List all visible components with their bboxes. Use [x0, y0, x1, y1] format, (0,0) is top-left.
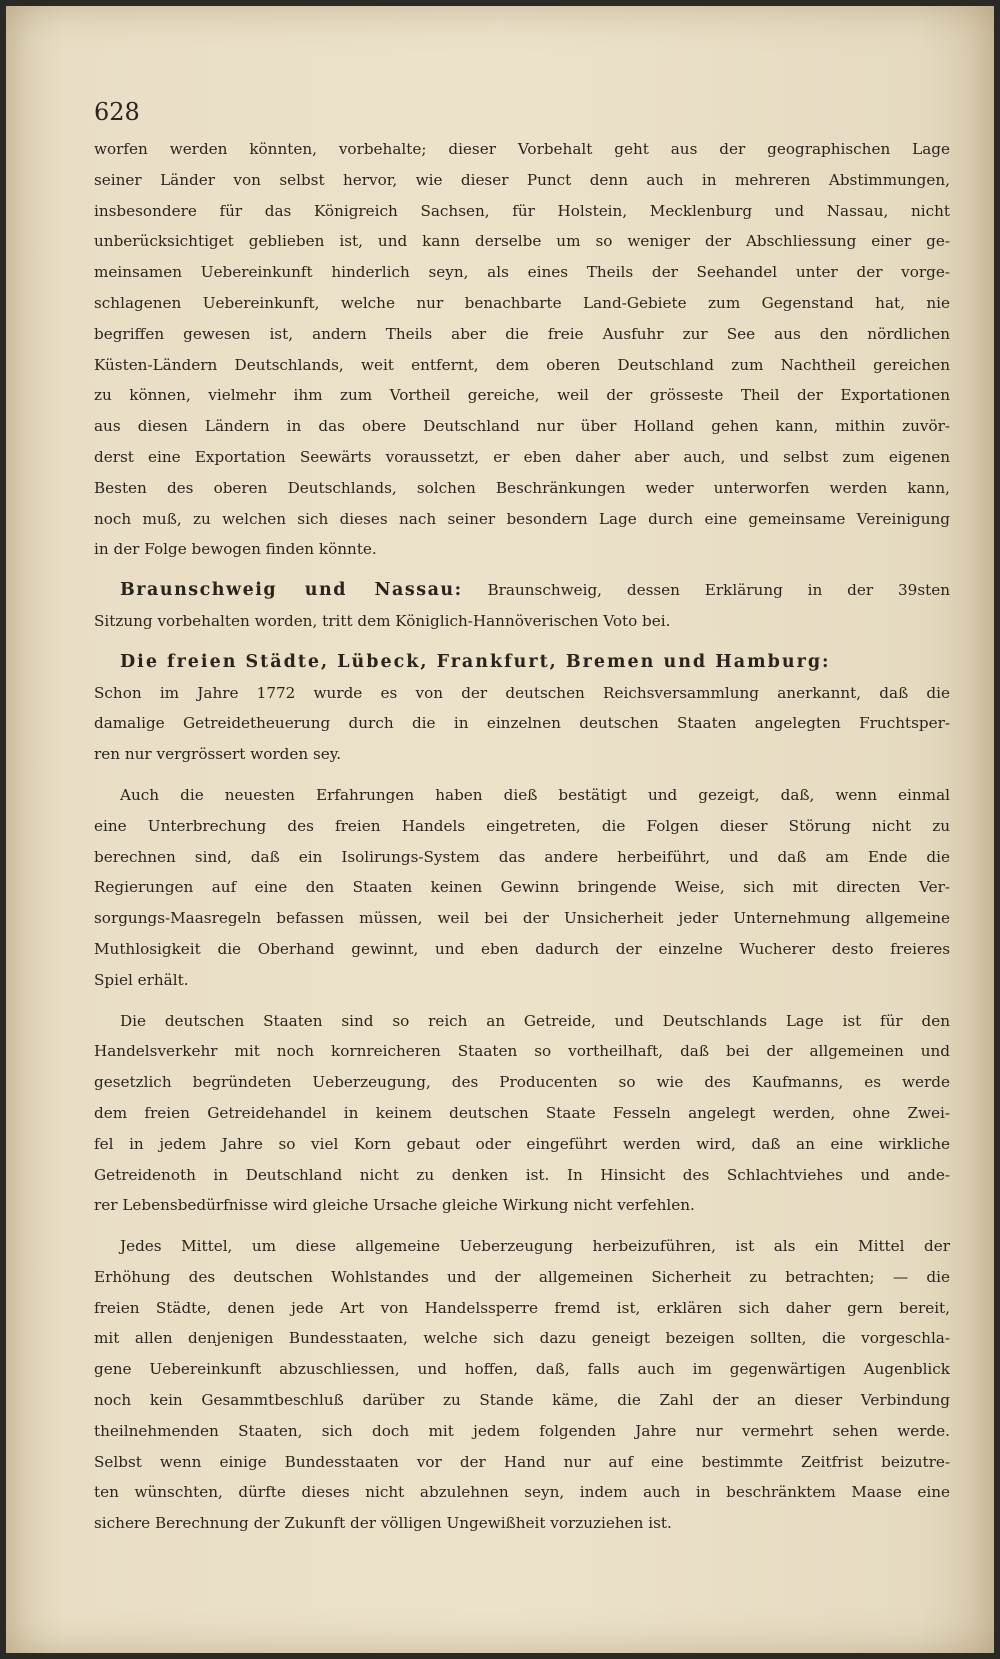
text-line: Muthlosigkeit die Oberhand gewinnt, und eben dadurch der einzelne Wucherer desto freieres: [94, 939, 950, 958]
text-line: rer Lebensbedürfnisse wird gleiche Ursache gleiche Wirkung nicht verfehlen.: [94, 1196, 695, 1215]
text-line: noch kein Gesammtbeschluß darüber zu Stande käme, die Zahl der an dieser Verbindung: [94, 1391, 950, 1410]
text-line: Selbst wenn einige Bundesstaaten vor der Hand nur auf eine bestimmte Zeitfrist beizutre-: [94, 1452, 950, 1471]
text-line: schlagenen Uebereinkunft, welche nur benachbarte Land-Gebiete zum Gegenstand hat, nie: [94, 293, 950, 312]
text-line: eine Unterbrechung des freien Handels eingetreten, die Folgen dieser Störung nicht zu: [94, 816, 950, 835]
text-line: aus diesen Ländern in das obere Deutschland nur über Holland gehen kann, mithin zuvör-: [94, 417, 950, 436]
text-line: unberücksichtiget geblieben ist, und kann derselbe um so weniger der Abschliessung einer ge-: [94, 232, 950, 251]
text-line: Handelsverkehr mit noch kornreicheren Staaten so vortheilhaft, daß bei der allgemeinen und: [94, 1042, 950, 1061]
text-line: freien Städte, denen jede Art von Handelssperre fremd ist, erklären sich daher gern bereit,: [94, 1298, 950, 1317]
text-line: derst eine Exportation Seewärts voraussetzt, er eben daher aber auch, und selbst zum eigenen: [94, 447, 950, 466]
text-line: [94, 575, 950, 606]
text-line: [94, 647, 950, 678]
text-line: Sitzung vorbehalten worden, tritt dem Königlich-Hannöverischen Voto bei.: [94, 611, 671, 630]
paragraph-1: [94, 134, 950, 565]
text-line: sichere Berechnung der Zukunft der völligen Ungewißheit vorzuziehen ist.: [94, 1514, 672, 1533]
text-line: meinsamen Uebereinkunft hinderlich seyn, als eines Theils der Seehandel unter der vorge-: [94, 263, 950, 282]
text-line: berechnen sind, daß ein Isolirungs-System das andere herbeiführt, und daß am Ende die: [94, 847, 950, 866]
text-line: Erhöhung des deutschen Wohlstandes und der allgemeinen Sicherheit zu betrachten; — die: [94, 1267, 950, 1286]
paragraph-4: [94, 780, 950, 996]
text-line: theilnehmenden Staaten, sich doch mit jedem folgenden Jahre nur vermehrt sehen werde.: [94, 1421, 950, 1440]
text-line: Besten des oberen Deutschlands, solchen Beschränkungen weder unterworfen werden kann,: [94, 478, 950, 497]
text-line: zu können, vielmehr ihm zum Vortheil gereiche, weil der grösseste Theil der Exportationen: [94, 386, 950, 405]
text-line: insbesondere für das Königreich Sachsen, für Holstein, Mecklenburg und Nassau, nicht: [94, 201, 950, 220]
text-line: ren nur vergrössert worden sey.: [94, 745, 342, 764]
text-line: worfen werden könnten, vorbehalte; dieser Vorbehalt geht aus der geographischen Lage: [94, 140, 950, 158]
page-number: 628: [94, 98, 140, 126]
text-line: sorgungs-Maasregeln befassen müssen, weil bei der Unsicherheit jeder Unternehmung allgemeine: [94, 909, 950, 928]
text-line: begriffen gewesen ist, andern Theils aber die freie Ausfuhr zur See aus den nördlichen: [94, 324, 950, 343]
text-line: fel in jedem Jahre so viel Korn gebaut oder eingeführt werden wird, daß an eine wirkliche: [94, 1134, 950, 1153]
document-page: [6, 6, 994, 1653]
text-line: Schon im Jahre 1772 wurde es von der deutschen Reichsversammlung anerkannt, daß die: [94, 683, 950, 702]
paragraph-5: [94, 1006, 950, 1222]
text-line: gesetzlich begründeten Ueberzeugung, des Producenten so wie des Kaufmanns, es werde: [94, 1073, 950, 1092]
paragraph-6: [94, 1231, 950, 1539]
text-fragment: Braunschweig, dessen Erklärung in der 39sten: [487, 581, 950, 600]
text-line: seiner Länder von selbst hervor, wie dieser Punct denn auch in mehreren Abstimmungen,: [94, 170, 950, 189]
text-line: mit allen denjenigen Bundesstaaten, welche sich dazu geneigt bezeigen sollten, die vorgeschla-: [94, 1329, 950, 1348]
text-line: Spiel erhält.: [94, 970, 189, 989]
text-line: Jedes Mittel, um diese allgemeine Ueberzeugung herbeizuführen, ist als ein Mittel der: [120, 1237, 950, 1256]
document-body: [94, 134, 950, 1539]
text-line: dem freien Getreidehandel in keinem deutschen Staate Fesseln angelegt werden, ohne Zwei-: [94, 1103, 950, 1122]
text-line: noch muß, zu welchen sich dieses nach seiner besondern Lage durch eine gemeinsame Vereinigung: [94, 509, 950, 528]
section-heading: Braunschweig und Nassau:: [120, 580, 463, 601]
text-line: Regierungen auf eine den Staaten keinen Gewinn bringende Weise, sich mit directen Ver-: [94, 878, 950, 897]
paragraph-3: [94, 647, 950, 770]
section-heading: Die freien Städte, Lübeck, Frankfurt, Bremen und Hamburg:: [120, 651, 831, 672]
text-line: Auch die neuesten Erfahrungen haben dieß bestätigt und gezeigt, daß, wenn einmal: [120, 785, 950, 804]
text-line: Küsten-Ländern Deutschlands, weit entfernt, dem oberen Deutschland zum Nachtheil gereichen: [94, 355, 950, 374]
text-line: in der Folge bewogen finden könnte.: [94, 540, 377, 559]
paragraph-2: [94, 575, 950, 637]
text-line: Die deutschen Staaten sind so reich an Getreide, und Deutschlands Lage ist für den: [120, 1011, 950, 1030]
text-line: damalige Getreidetheuerung durch die in einzelnen deutschen Staaten angelegten Fruchtsper-: [94, 714, 950, 733]
text-line: Getreidenoth in Deutschland nicht zu denken ist. In Hinsicht des Schlachtviehes und ande-: [94, 1165, 950, 1184]
text-line: gene Uebereinkunft abzuschliessen, und hoffen, daß, falls auch im gegenwärtigen Augenblick: [94, 1360, 950, 1379]
text-line: ten wünschten, dürfte dieses nicht abzulehnen seyn, indem auch in beschränktem Maase eine: [94, 1483, 950, 1502]
